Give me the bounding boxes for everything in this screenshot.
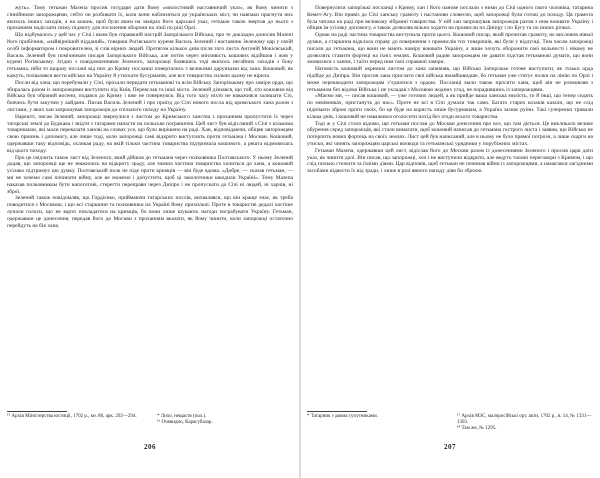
footnote-text: Лихо, нещастя (пол.). [160,414,207,419]
right-footnotes [307,411,593,447]
page-number: 206 [144,443,156,451]
left-footnotes [7,411,293,447]
left-paragraph: жугь». Тому гетьман Мазепа просив государя дати йому «милостивий наставничий указ», як йому чинити з сіннійними запорожцями, себто чи розбивати їх, коли вони наблизяться до українських міст, чи навпаки прагнути них якихось інших заходів, а на кошик, щоб були яким на замірах його царської указ, гетьман також звертав до нього з проханням надіслати свіжу підмогу для посилення оборони на лінії по ріці Орлі. [7,5,293,32]
left-page [7,5,293,473]
footnote-mark: ¹⁵ [7,414,11,419]
footnote [157,420,293,426]
right-paragraph: Повернулися запорізькі посланці з Криму, хан і його панове послали з ними до Січі одного свого чоловіка, татарина Кемет-Агу. Він привіз до Січі ханську грамоту і настанови словесно, щоб запорожці були готові до походу. Ця грамота була читана на раді при великому зібранні товариства. У ній хан запрошував запорожців разом з ним воювати Україну і обіцяв їм усіляку допомогу, а також дозволяв вільно ходити на промисли по Дніпру і по Бугу та по інших річках. [307,5,593,32]
right-paragraph: Натомість кошовий окремим листом до хана запевняв, що Військо Запорізьке готове виступити, як тільки орда підійде до Дніпра. Він просив хана прислати свої війська якнайшвидше, бо гетьман уже стягує полки на лінію по Орлі і може перешкодити запорожцям з’єднатися з ордою. Посланці мали також просити хана, щоб він не розмовляв з гетьманом без відома Війська і не укладав з Москвою жодних угод, не порадившись із запорожцями. [307,66,593,93]
footnote-text: Архів МЗС, малоросійські орт. акти, 1702 р., в. 14, № 1331—1303. [457,414,592,426]
left-paragraph: Про це свідчить також лист від Зеленого, який дійшов до гетьмана через полковника Полтавського. У ньому Зелений додав, що запорожці ще не зважились на відкриту зраду, але значна частина товариства хилиться до хана, а кошовий усіляко підтримує цю думку. Полтавський полк не піде проти кримців — він буде вдома. «Добре, — сказав гетьман, — ми не хочемо самі починати війну, але не можемо і допустити, щоб ці заколотники шкодили Україні». Тому Мазепа наказав полковникам бути напоготові, стерегти переправи через Дніпро і не пропускати до Січі ні людей, ні харчів, ні зброї. [7,154,293,195]
page-number: 207 [444,443,456,451]
footnote-rule [307,411,367,412]
left-paragraph: Зелений також повідомляв, що Гордієнко, приймаючи татарських послів, вихвалявся, що він краще знає, як треба поводитися з Москвою, і що всі старшини та полковники на Україні йому прихильні. Проте в товаристві дедалі частіше лунали голоси, що не варто покладатися на кримців, бо вони лише шукають нагоди пограбувати Україну. Гетьман, одержавши це донесення, передав його до Москви з проханням вказати, як йому чинити, коли запорожці остаточно перейдуть на бік хана. [7,195,293,229]
book-gutter [299,0,301,478]
footnote-mark: * [157,414,160,419]
right-paragraph: Гетьман Мазепа, одержавши цей лист, відіслав його до Москви разом із донесеннями Зеленого і просив царя дати указ, як чинити далі. Він писав, що запорожці, хоч і не виступили відкрито, але ведуть таємні переговори з Кримом, і що слід пильно стежити за їхніми діями. Цар відповів, щоб гетьман не починав війни із запорожцями, а намагався лагідними засобами відвести їх від зради, і лише в разі явного нападу діяв би зброєю. [307,147,593,175]
footnote-mark: ¹⁶ [157,420,161,426]
left-paragraph: Посли від хана, що перебували у Січі, прохали передати гетьманові та всім Війську Запорізькому про заміри орди, що збиралась разом із запорожцями виступити під Київ, Переяслав та інші міста. Зелений дізнався, що той, хто кошовим від Війська був обраний восени, подався до Криму і вже не повернувся. Від того часу ніхто не наважився залишати Січ, боячись бути закутим у кайдани. Писав Василь Зелений і про приїзд до Січі нового посла від кримського хана разом з листами, у яких хан запрошував запорожців до спільного походу на Україну. [7,79,293,113]
left-paragraph: Що відбувалось у цей час у Січі і яким був справжній настрій Запорізького Війська, про те докладно доносив Мазепі його прибічник, «найвірніший підданий», товариш Рогівського куреня Василь Зелений і наставник Зеленому цар у своїй особі інформатором і покровителем, зі слів вірних людей. Протягом кількох днів після того листа Антоній Мокієвський, Василь Зелений був помічником писаря Запорізького Війська, але потім через мінливість кошових відійшов і жив у курені Рогівському. Згідно з повідомленнями Зеленого, запорожці боявшись тоді якихось негайних заходів з боку гетьмана, ніби то щоразу послані від них до Криму посланці повертались з великими дарунками від хана. Кошовий, як кажуть, похвалявся вести військо на Україну й утискати бусурманів, але все товариство сильно цьому не вірило. [7,32,293,79]
footnote-text: Татарник з двома супутниками. [310,414,378,419]
footnote-text: Архів Міністерства юстиції, 1702 р., кн. 86, арк. 292—294. [11,414,137,419]
footnote-mark: ¹⁷ [457,414,461,419]
footnote [457,426,593,432]
footnote [7,414,143,420]
footnote [307,414,443,420]
footnote-rule [7,411,67,412]
right-page [307,5,593,473]
right-page-body [307,5,593,410]
left-paragraph: Нарешті, писав Зелений, запорожці звернулися з листом до Кримського ханства з проханням пропустити їх через татарські землі до Буджака і звідти з татарами напасти на польське пограниччя. Цей лист був відісланий з Січі з кількома товаришами, які мали переказати ханові на словах усе, що було вирішено на раді. Хан, відповідаючи, обіцяв запорожцям свою приязнь і допомогу, але лише тоді, коли запорожці самі відкрито виступлять проти гетьмана і Москви. Кошовий, одержавши таку відповідь, скликав раду, на якій тільки частина товариства підтримала кошового, а решта відмовилась від цього походу. [7,113,293,154]
right-paragraph: «Маємо ми, — писав кошовий, — уже готових людей, а як прийде ваша ханська милість, то й інші, що тепер сидять по зимівниках, пристануть до нас». Проте не всі в Січі думали так само. Багато старих козаків казали, що не слід піднімати зброю проти своїх, бо це буде на користь лише бусурманам, а Україна зазнає руїни. Такі суперечки тривали кілька днів, і кошовий не наважився оголосити похід без згоди всього товариства. [307,93,593,120]
right-paragraph: Однак на раді частина товариства виступила проти цього. Кошовий писар, який прочитав грамоту, не висловив ніякої думки, а старшина відклала справу до повернення з промислів тих товаришів, які були у відлучці. Тим часом запорожці писали до гетьмана, що вони не мають наміру воювати Україну, а лише хочуть оборонити свої вольності і нікому не дозволять ставити фортеці на їхніх землях. Кошовий радив запорожцям не давати підстав гетьманові думати, що вони змовилися з ханом, і таїти перед ним свої справжні заміри. [307,32,593,66]
footnote-text: Очевидно, Карасубазар. [161,420,213,426]
left-page-body [7,5,293,410]
footnote [457,414,593,426]
footnote-mark: ¹⁸ [457,426,461,432]
right-paragraph: Тоді ж у Січі стало відомо, що гетьман послав до Москви донесення про все, що там діється. Це викликало велике обурення серед запорожців, які стали вимагати, щоб кошовий написав до гетьмана гострого листа і заявив, що Військо не потерпить нових фортець на своїх землях. Лист цей був написаний, але в ньому не було прямої погрози, а лише скарги на утиски, які чинять запорожцям царські воєводи та гетьманські урядники у порубіжних містах. [307,120,593,147]
footnote-mark: * [307,414,310,419]
footnote-text: Там же, № 1295. [461,426,497,432]
